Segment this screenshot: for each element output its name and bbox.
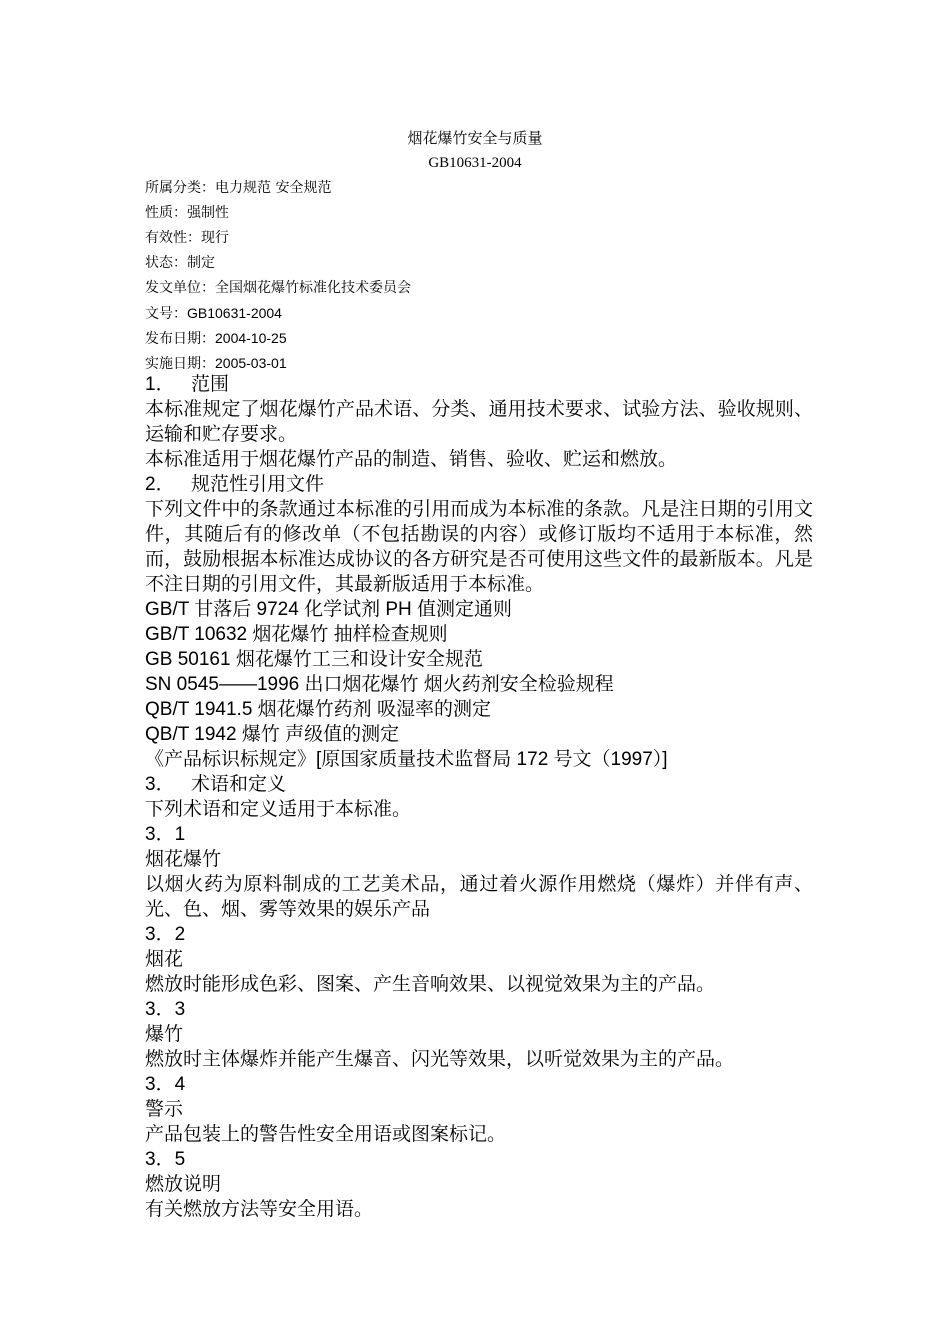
paragraph: 下列文件中的条款通过本标准的引用而成为本标准的条款。凡是注日期的引用文件，其随后有的修改单（不包括勘误的内容）或修订版均不适用于本标准，然而，鼓励根据本标准达成协议的各方研究是否可使用这些文件的最新版本。凡是不注日期的引用文件，其最新版适用于本标准。	[145, 498, 813, 595]
meta-status	[145, 251, 825, 276]
term-name: 警示	[145, 1098, 184, 1120]
term-name: 烟花爆竹	[145, 848, 222, 870]
term-definition: 以烟火药为原料制成的工艺美术品，通过着火源作用燃烧（爆炸）并伴有声、光、色、烟、雾等效果的娱乐产品	[145, 873, 813, 920]
reference-item: 《产品标识标规定》[原国家质量技术监督局 172 号文（1997）]	[145, 749, 668, 770]
term-name: 爆竹	[145, 1023, 184, 1045]
term-definition: 燃放时能形成色彩、图案、产生音响效果、以视觉效果为主的产品。	[145, 973, 716, 995]
document-code: GB10631-2004	[428, 155, 522, 171]
meta-value: 全国烟花爆竹标准化技术委员会	[215, 280, 411, 296]
reference-item: QB/T 1941.5 烟花爆竹药剂 吸湿率的测定	[145, 699, 491, 720]
meta-value: 现行	[201, 230, 229, 246]
term-number: 3．2	[145, 924, 186, 945]
meta-label: 发文单位：	[145, 280, 215, 296]
meta-doc-number	[145, 301, 825, 326]
term-number: 3．3	[145, 999, 186, 1020]
term-definition: 燃放时主体爆炸并能产生爆音、闪光等效果，以听觉效果为主的产品。	[145, 1048, 735, 1070]
paragraph: 本标准规定了烟花爆竹产品术语、分类、通用技术要求、试验方法、验收规则、运输和贮存要求。	[145, 398, 813, 445]
section-number: 2．	[145, 474, 175, 495]
term-name: 燃放说明	[145, 1173, 222, 1195]
meta-publish-date	[145, 326, 825, 351]
metadata-block	[145, 176, 825, 376]
meta-value: 制定	[187, 255, 215, 271]
section-number: 1．	[145, 374, 175, 395]
meta-label: 实施日期：	[145, 356, 215, 372]
meta-value: 强制性	[187, 205, 229, 221]
meta-nature	[145, 201, 825, 226]
document-title: 烟花爆竹安全与质量	[407, 129, 543, 147]
meta-label: 有效性：	[145, 230, 201, 246]
meta-category	[145, 176, 825, 201]
meta-label: 状态：	[145, 255, 187, 271]
section-heading	[145, 372, 813, 397]
reference-item: GB/T 10632 烟花爆竹 抽样检查规则	[145, 624, 448, 645]
reference-item: QB/T 1942 爆竹 声级值的测定	[145, 724, 400, 745]
meta-validity	[145, 226, 825, 251]
term-definition: 产品包装上的警告性安全用语或图案标记。	[145, 1123, 507, 1145]
paragraph: 本标准适用于烟花爆竹产品的制造、销售、验收、贮运和燃放。	[145, 448, 678, 470]
meta-value: GB10631-2004	[187, 305, 282, 321]
term-definition: 有关燃放方法等安全用语。	[145, 1198, 374, 1220]
reference-item: GB 50161 烟花爆竹工三和设计安全规范	[145, 649, 483, 670]
section-number: 3．	[145, 774, 175, 795]
meta-label: 文号：	[145, 306, 187, 322]
term-number: 3．1	[145, 824, 186, 845]
section-heading	[145, 772, 813, 797]
meta-value: 2004-10-25	[215, 330, 287, 346]
paragraph: 下列术语和定义适用于本标准。	[145, 798, 412, 820]
term-name: 烟花	[145, 948, 184, 970]
section-title: 规范性引用文件	[191, 473, 325, 495]
meta-label: 发布日期：	[145, 331, 215, 347]
reference-item: GB/T 甘落后 9724 化学试剂 PH 值测定通则	[145, 599, 513, 620]
term-number: 3．5	[145, 1149, 186, 1170]
term-number: 3．4	[145, 1074, 186, 1095]
meta-issuer	[145, 276, 825, 301]
meta-value: 电力规范 安全规范	[215, 180, 332, 196]
section-heading	[145, 472, 813, 497]
meta-label: 性质：	[145, 205, 187, 221]
reference-item: SN 0545——1996 出口烟花爆竹 烟火药剂安全检验规程	[145, 674, 614, 695]
meta-label: 所属分类：	[145, 180, 215, 196]
document-body	[145, 372, 813, 1222]
section-title: 范围	[191, 373, 230, 395]
meta-value: 2005-03-01	[215, 355, 287, 371]
section-title: 术语和定义	[191, 773, 287, 795]
